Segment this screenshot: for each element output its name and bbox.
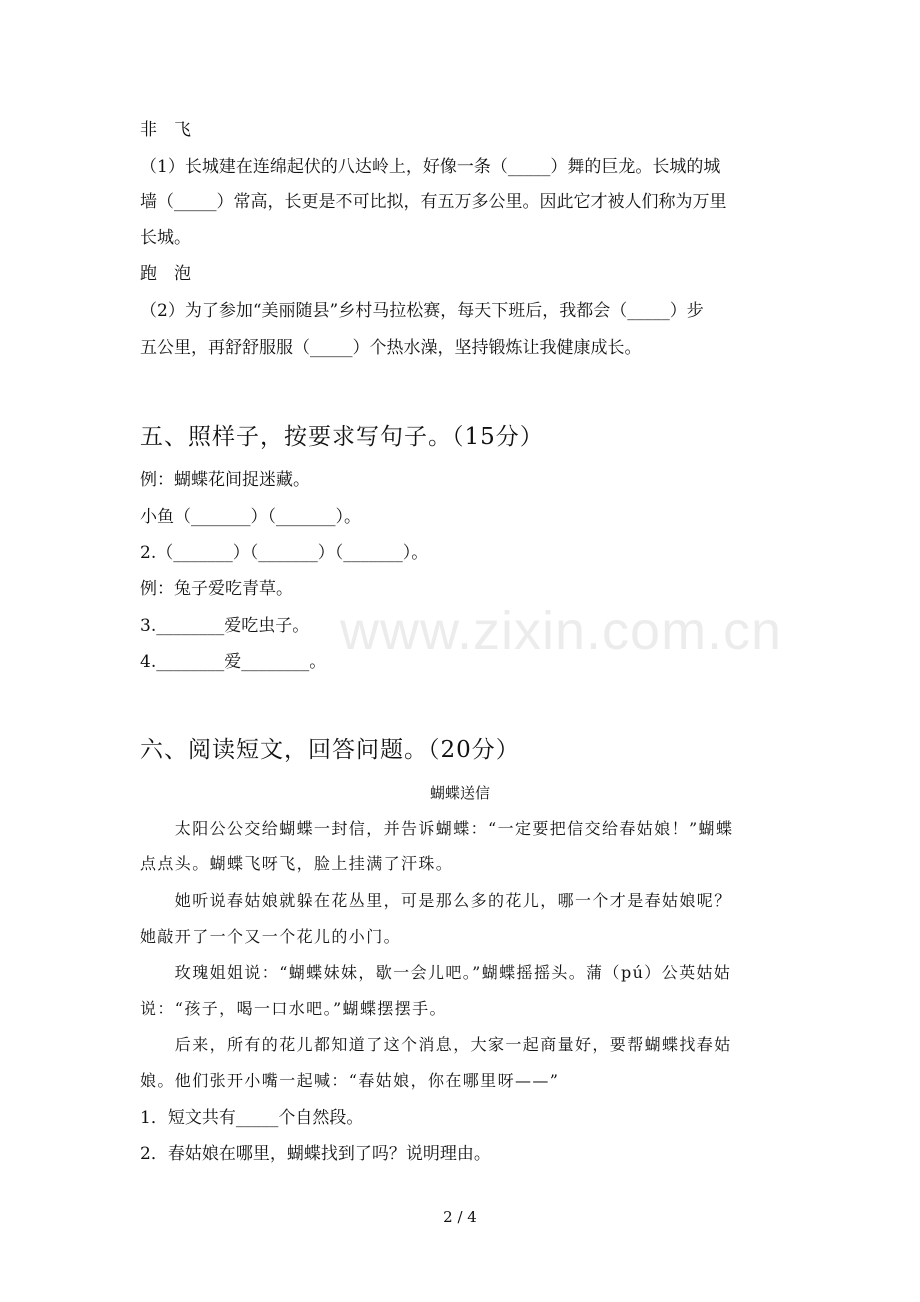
section-5-heading: 五、照样子，按要求写句子。（15分） [140,424,544,450]
page-number: 2 / 4 [443,1208,477,1226]
question-1-line-2: 墙（_____）常高，长更是不可比拟，有五万多公里。因此它才被人们称为万里 [140,192,727,212]
story-paragraph-3-line-2: 说：“孩子，喝一口水吧。”蝴蝶摆摆手。 [140,999,447,1018]
story-paragraph-4-line-2: 娘。他们张开小嘴一起喊：“春姑娘，你在哪里呀——” [140,1071,560,1090]
section-5-item-1: 小鱼（_______）（_______）。 [140,507,361,527]
story-title: 蝴蝶送信 [429,784,490,802]
reading-question-1: 1．短文共有_____个自然段。 [140,1108,364,1128]
section-5-item-4: 4.________爱________。 [140,652,327,672]
story-paragraph-1-line-2: 点点头。蝴蝶飞呀飞，脸上挂满了汗珠。 [140,854,454,873]
question-2-line-1: （2）为了参加“美丽随县”乡村马拉松赛，每天下班后，我都会（_____）步 [140,301,704,321]
story-paragraph-1-line-1: 太阳公公交给蝴蝶一封信，并告诉蝴蝶：“一定要把信交给春姑娘！”蝴蝶 [140,819,734,838]
story-paragraph-2-line-1: 她听说春姑娘就躲在花丛里，可是那么多的花儿，哪一个才是春姑娘呢？ [140,891,732,910]
story-paragraph-2-line-2: 她敲开了一个又一个花儿的小门。 [140,927,402,946]
section-5-item-2: 2.（_______）（_______）（_______）。 [140,543,429,563]
section-5-item-3: 3.________爱吃虫子。 [140,616,310,636]
reading-question-2: 2．春姑娘在哪里，蝴蝶找到了吗？说明理由。 [140,1144,491,1164]
question-2-line-2: 五公里，再舒舒服服（_____）个热水澡，坚持锻炼让我健康成长。 [140,338,642,358]
section-5-example-1: 例：蝴蝶花间捉迷藏。 [140,470,310,490]
watermark: www.zixin.com.cn [340,601,783,661]
question-1-line-3: 长城。 [140,228,191,248]
story-paragraph-4-line-1: 后来，所有的花儿都知道了这个消息，大家一起商量好，要帮蝴蝶找春姑 [140,1035,732,1054]
story-paragraph-3-line-1: 玫瑰姐姐说：“蝴蝶妹妹，歇一会儿吧。”蝴蝶摇摇头。蒲（pú）公英姑姑 [140,963,732,982]
word-pair-1: 非 飞 [140,120,191,140]
section-5-example-2: 例：兔子爱吃青草。 [140,579,293,599]
section-6-heading: 六、阅读短文，回答问题。（20分） [140,737,520,763]
question-1-line-1: （1）长城建在连绵起伏的八达岭上，好像一条（_____）舞的巨龙。长城的城 [140,157,721,177]
word-pair-2: 跑 泡 [140,264,191,284]
